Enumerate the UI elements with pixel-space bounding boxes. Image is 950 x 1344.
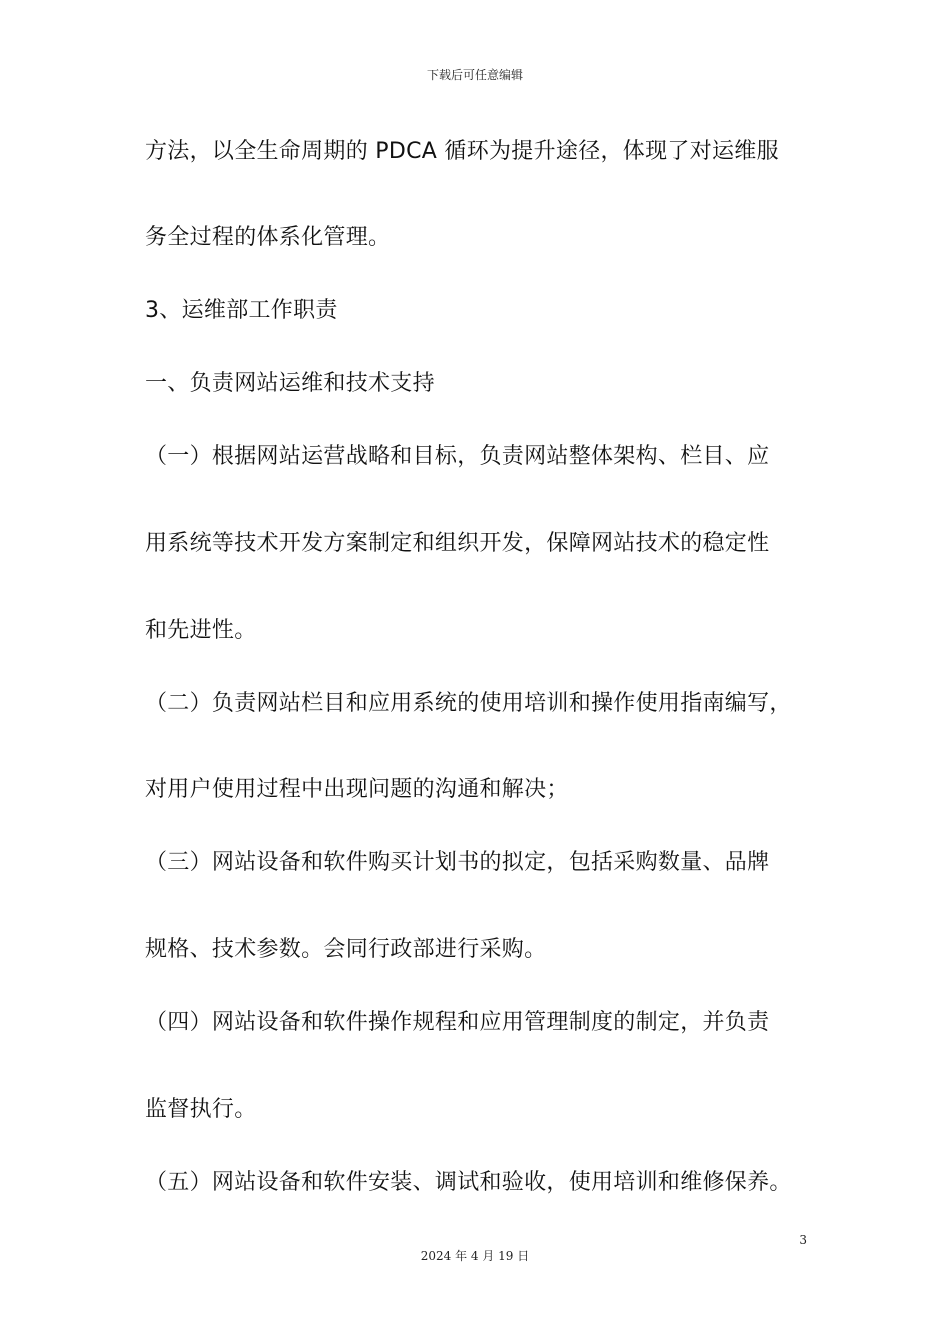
section-heading: 3、运维部工作职责 bbox=[145, 298, 338, 323]
body-line-8: （二）负责网站栏目和应用系统的使用培训和操作使用指南编写， bbox=[145, 691, 792, 716]
body-line-2: 务全过程的体系化管理。 bbox=[145, 225, 391, 250]
page-footer-date: 2024 年 4 月 19 日 bbox=[420, 1249, 530, 1263]
body-line-7: 和先进性。 bbox=[145, 618, 257, 643]
body-line-11: 规格、技术参数。会同行政部进行采购。 bbox=[145, 937, 547, 962]
body-line-14: （五）网站设备和软件安装、调试和验收，使用培训和维修保养。 bbox=[145, 1170, 792, 1195]
body-line-12: （四）网站设备和软件操作规程和应用管理制度的制定，并负责 bbox=[145, 1010, 770, 1035]
subsection-heading: 一、负责网站运维和技术支持 bbox=[145, 371, 435, 396]
body-line-1: 方法，以全生命周期的 PDCA 循环为提升途径，体现了对运维服 bbox=[145, 139, 779, 164]
page-header: 下载后可任意编辑 bbox=[426, 68, 523, 82]
body-line-13: 监督执行。 bbox=[145, 1097, 257, 1122]
page-number: 3 bbox=[799, 1233, 807, 1247]
body-line-9: 对用户使用过程中出现问题的沟通和解决； bbox=[145, 777, 569, 802]
body-line-6: 用系统等技术开发方案制定和组织开发，保障网站技术的稳定性 bbox=[145, 531, 770, 556]
body-line-10: （三）网站设备和软件购买计划书的拟定，包括采购数量、品牌 bbox=[145, 850, 770, 875]
body-line-5: （一）根据网站运营战略和目标，负责网站整体架构、栏目、应 bbox=[145, 444, 770, 469]
